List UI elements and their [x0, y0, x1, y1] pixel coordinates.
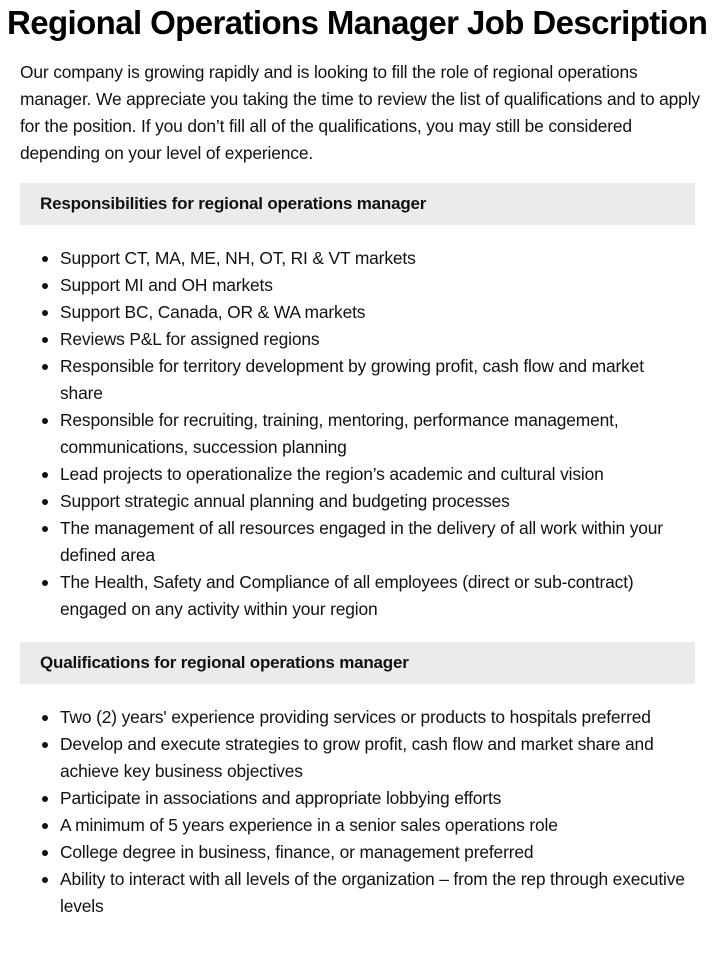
- list-item: [60, 407, 690, 461]
- bullet-icon: [42, 877, 48, 883]
- bullet-icon: [42, 310, 48, 316]
- bullet-icon: [42, 472, 48, 478]
- bullet-icon: [42, 499, 48, 505]
- bullet-icon: [42, 418, 48, 424]
- list-item: [60, 569, 690, 623]
- bullet-icon: [42, 526, 48, 532]
- bullet-icon: [42, 823, 48, 829]
- list-item: [60, 515, 690, 569]
- list-item-text: Support BC, Canada, OR & WA markets: [60, 302, 366, 322]
- responsibilities-heading: Responsibilities for regional operations manager: [20, 183, 695, 225]
- list-item: [60, 326, 690, 353]
- bullet-icon: [42, 256, 48, 262]
- list-item-text: Lead projects to operationalize the region’s academic and cultural vision: [60, 464, 604, 484]
- bullet-icon: [42, 283, 48, 289]
- list-item-text: Reviews P&L for assigned regions: [60, 329, 320, 349]
- list-item: [60, 461, 690, 488]
- list-item-text: Ability to interact with all levels of the organization – from the rep through executive levels: [60, 869, 685, 916]
- list-item: [60, 272, 690, 299]
- list-item-text: Participate in associations and appropriate lobbying efforts: [60, 788, 502, 808]
- list-item-text: Two (2) years' experience providing services or products to hospitals preferred: [60, 707, 651, 727]
- bullet-icon: [42, 796, 48, 802]
- list-item: [60, 785, 690, 812]
- list-item-text: Responsible for territory development by growing profit, cash flow and market share: [60, 356, 644, 403]
- list-item: [60, 812, 690, 839]
- list-item: [60, 731, 690, 785]
- bullet-icon: [42, 337, 48, 343]
- qualifications-heading: Qualifications for regional operations manager: [20, 642, 695, 684]
- list-item-text: The Health, Safety and Compliance of all employees (direct or sub-contract) engaged on any activity within your region: [60, 572, 634, 619]
- bullet-icon: [42, 742, 48, 748]
- list-item: [60, 245, 690, 272]
- list-item: [60, 353, 690, 407]
- list-item: [60, 866, 690, 920]
- page-title: Regional Operations Manager Job Description: [7, 4, 708, 41]
- list-item-text: Support CT, MA, ME, NH, OT, RI & VT markets: [60, 248, 416, 268]
- list-item-text: Responsible for recruiting, training, mentoring, performance management, communications, succession planning: [60, 410, 619, 457]
- list-item-text: The management of all resources engaged in the delivery of all work within your defined area: [60, 518, 663, 565]
- list-item: [60, 839, 690, 866]
- list-item-text: A minimum of 5 years experience in a senior sales operations role: [60, 815, 558, 835]
- bullet-icon: [42, 715, 48, 721]
- bullet-icon: [42, 580, 48, 586]
- bullet-icon: [42, 364, 48, 370]
- qualifications-list: [20, 704, 690, 920]
- list-item-text: Develop and execute strategies to grow profit, cash flow and market share and achieve key business objectives: [60, 734, 654, 781]
- list-item: [60, 704, 690, 731]
- list-item-text: Support strategic annual planning and budgeting processes: [60, 491, 510, 511]
- list-item-text: Support MI and OH markets: [60, 275, 273, 295]
- list-item: [60, 488, 690, 515]
- list-item: [60, 299, 690, 326]
- bullet-icon: [42, 850, 48, 856]
- list-item-text: College degree in business, finance, or management preferred: [60, 842, 534, 862]
- responsibilities-list: [20, 245, 690, 623]
- intro-paragraph: Our company is growing rapidly and is looking to fill the role of regional operations manager. We appreciate you taking the time to review the list of qualifications and to apply for the position. If you don’t fill all of the qualifications, you may still be considered depending on your level of experience.: [20, 62, 700, 163]
